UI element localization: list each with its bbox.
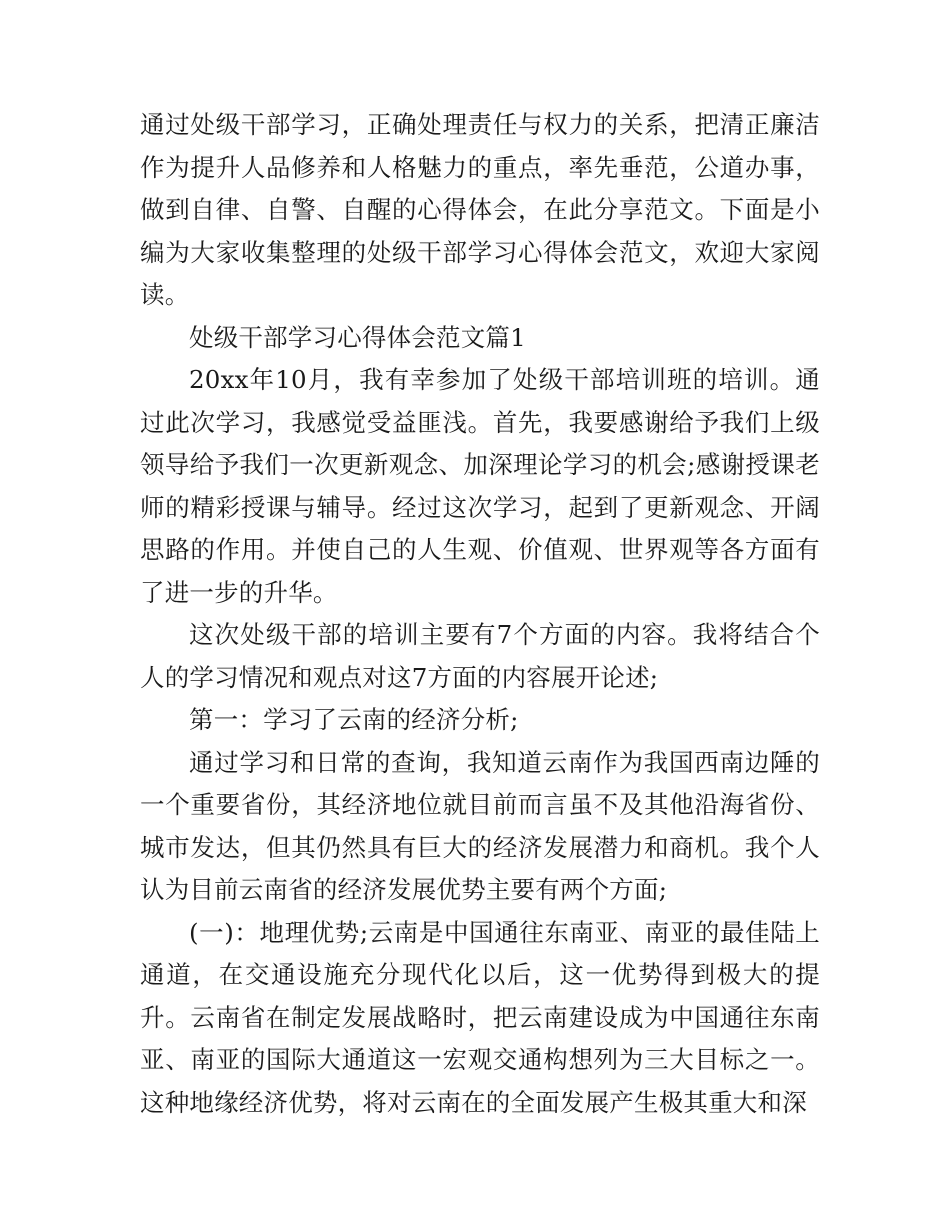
body-paragraph: 通过学习和日常的查询，我知道云南作为我国西南边陲的一个重要省份，其经济地位就目前而言虽不及其他沿海省份、城市发达，但其仍然具有巨大的经济发展潜力和商机。我个人认为目前云南省的经济发展优势主要有两个方面;	[140, 747, 820, 904]
document-body	[140, 104, 820, 1124]
section-heading: 处级干部学习心得体会范文篇1	[189, 322, 526, 352]
subheading-paragraph: 第一：学习了云南的经济分析;	[189, 705, 519, 734]
body-paragraph: (一)：地理优势;云南是中国通往东南亚、南亚的最佳陆上通道，在交通设施充分现代化以后，这一优势得到极大的提升。云南省在制定发展战略时，把云南建设成为中国通往东南亚、南亚的国际大通道这一宏观交通构想列为三大目标之一。这种地缘经济优势，将对云南在的全面发展产生极其重大和深	[140, 917, 820, 1117]
body-paragraph: 这次处级干部的培训主要有7个方面的内容。我将结合个人的学习情况和观点对这7方面的内容展开论述;	[140, 620, 820, 692]
body-paragraph: 20xx年10月，我有幸参加了处级干部培训班的培训。通过此次学习，我感觉受益匪浅。首先，我要感谢给予我们上级领导给予我们一次更新观念、加深理论学习的机会;感谢授课老师的精彩授课与辅导。经过这次学习，起到了更新观念、开阔思路的作用。并使自己的人生观、价值观、世界观等各方面有了进一步的升华。	[140, 365, 820, 607]
intro-paragraph: 通过处级干部学习，正确处理责任与权力的关系，把清正廉洁作为提升人品修养和人格魅力的重点，率先垂范，公道办事，做到自律、自警、自醒的心得体会，在此分享范文。下面是小编为大家收集整理的处级干部学习心得体会范文，欢迎大家阅读。	[140, 110, 820, 309]
